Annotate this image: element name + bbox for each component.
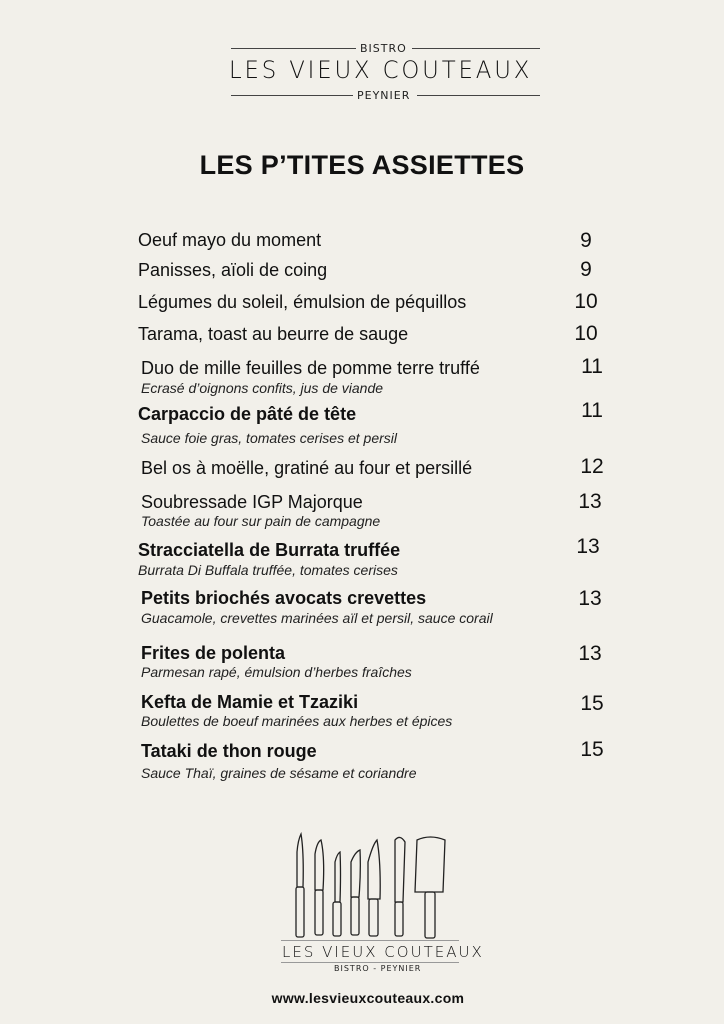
item-desc: Sauce Thaï, graines de sésame et coriandre — [141, 765, 417, 781]
item-price: 13 — [578, 587, 602, 610]
item-price: 9 — [580, 229, 592, 252]
item-name: Oeuf mayo du moment — [138, 230, 322, 250]
item-price: 15 — [580, 692, 604, 715]
divider — [231, 48, 356, 49]
footer-brand: LES VIEUX COUTEAUX — [282, 943, 484, 961]
section-title: LES P’TITES ASSIETTES — [199, 150, 525, 180]
item-desc: Parmesan rapé, émulsion d’herbes fraîches — [141, 664, 412, 680]
item-name: Tataki de thon rouge — [141, 741, 317, 761]
item-name: Kefta de Mamie et Tzaziki — [141, 692, 359, 712]
header-bistro: BISTRO — [360, 42, 407, 55]
item-name: Panisses, aïoli de coing — [138, 260, 328, 280]
item-price: 10 — [574, 290, 598, 313]
item-price: 12 — [580, 455, 604, 478]
item-price: 10 — [574, 322, 598, 345]
item-name: Duo de mille feuilles de pomme terre truffé — [141, 358, 480, 378]
item-desc: Burrata Di Buffala truffée, tomates cerises — [138, 562, 398, 578]
item-desc: Boulettes de boeuf marinées aux herbes et épices — [141, 713, 453, 729]
item-name: Tarama, toast au beurre de sauge — [138, 324, 409, 344]
item-name: Légumes du soleil, émulsion de péquillos — [138, 292, 467, 312]
item-name: Soubressade IGP Majorque — [141, 492, 363, 512]
website-link[interactable]: www.lesvieuxcouteaux.com — [271, 990, 465, 1006]
divider — [412, 48, 540, 49]
divider — [231, 95, 353, 96]
divider — [281, 962, 459, 963]
item-desc: Sauce foie gras, tomates cerises et persil — [141, 430, 398, 446]
footer-sub: BISTRO - PEYNIER — [334, 964, 422, 973]
item-price: 11 — [581, 355, 603, 378]
item-price: 13 — [576, 535, 600, 558]
item-price: 9 — [580, 258, 592, 281]
item-name: Bel os à moëlle, gratiné au four et persillé — [141, 458, 473, 478]
item-price: 13 — [578, 490, 602, 513]
item-desc: Toastée au four sur pain de campagne — [141, 513, 381, 529]
divider — [417, 95, 540, 96]
item-name: Stracciatella de Burrata truffée — [138, 540, 401, 560]
item-price: 11 — [581, 399, 603, 422]
item-desc: Ecrasé d’oignons confits, jus de viande — [141, 380, 384, 396]
item-price: 15 — [580, 738, 604, 761]
item-name: Petits briochés avocats crevettes — [141, 588, 427, 608]
header-peynier: PEYNIER — [357, 89, 411, 102]
item-desc: Guacamole, crevettes marinées aïl et persil, sauce corail — [141, 610, 493, 626]
knives-illustration-icon — [285, 832, 455, 942]
item-price: 13 — [578, 642, 602, 665]
item-name: Frites de polenta — [141, 643, 286, 663]
divider — [281, 940, 459, 941]
item-name: Carpaccio de pâté de tête — [138, 404, 357, 424]
header-brand: LES VIEUX COUTEAUX — [229, 56, 533, 84]
